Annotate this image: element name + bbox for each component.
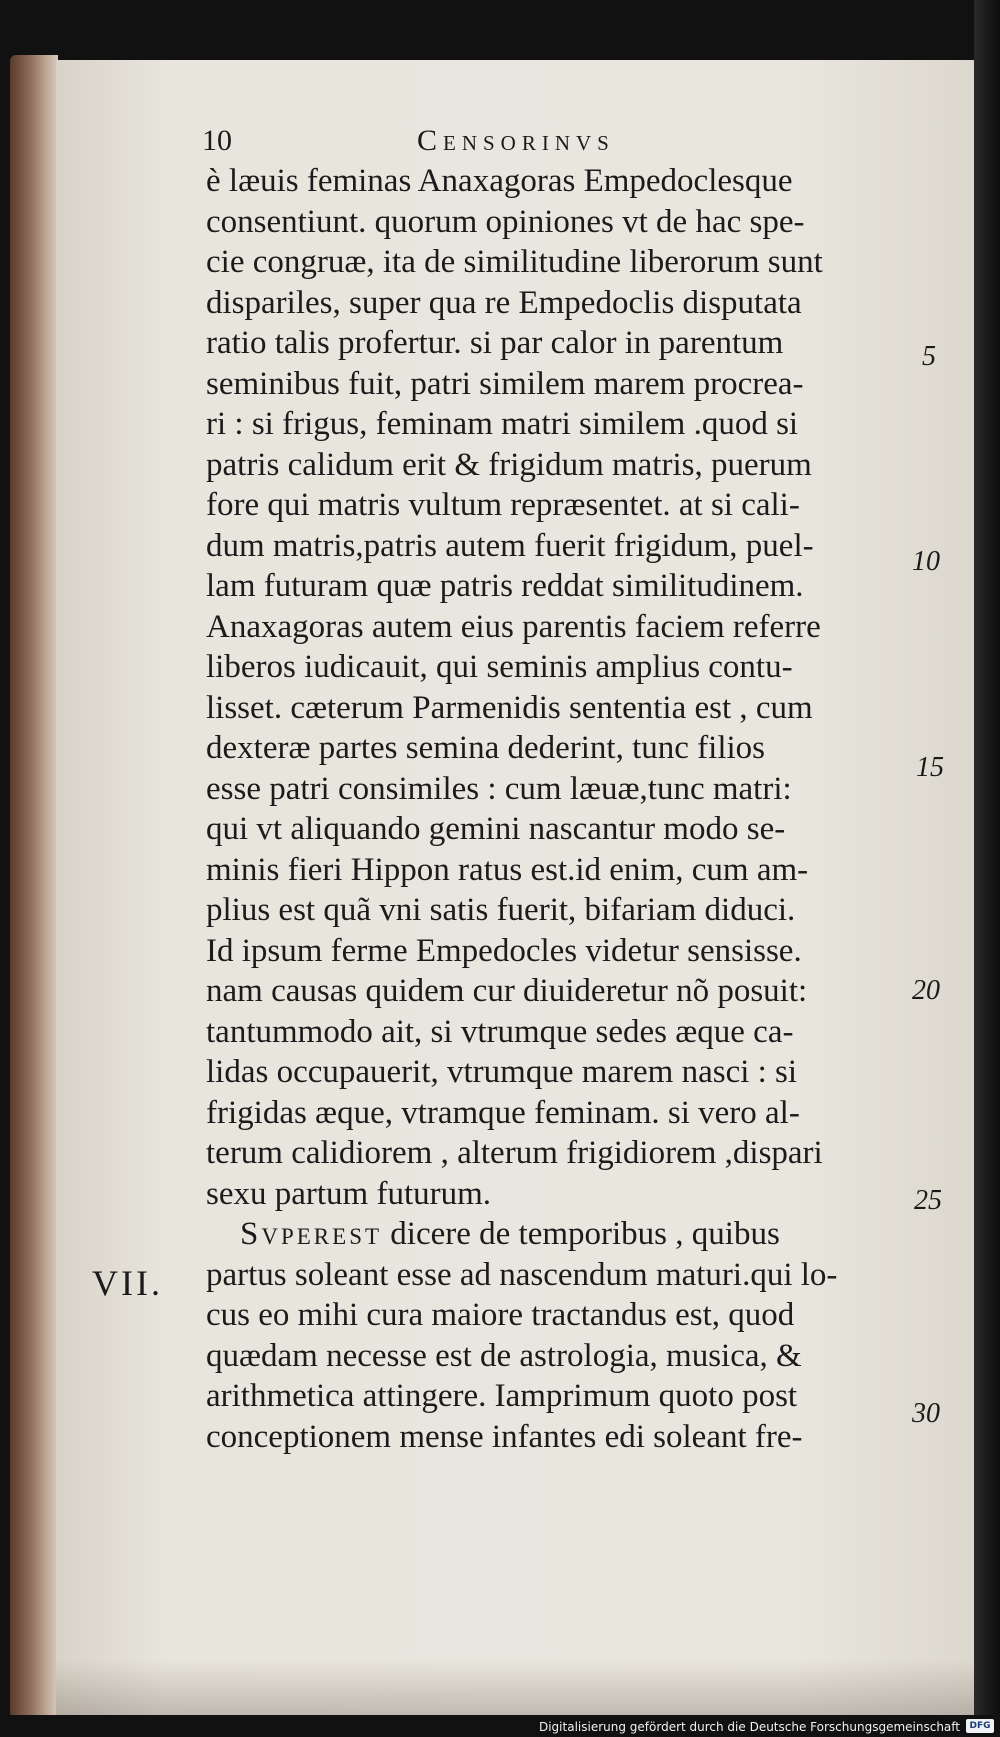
text-line: seminibus fuit, patri similem marem procrea- [206, 365, 804, 402]
margin-line-number: 20 [912, 975, 940, 1006]
text-line: terum calidiorem , alterum frigidiorem ,dispari [206, 1135, 823, 1171]
text-line: qui vt aliquando gemini nascantur modo se- [206, 811, 786, 847]
chapter-number: VII. [92, 1263, 163, 1303]
footer-bar [0, 1715, 1000, 1737]
page-header [202, 124, 702, 164]
text-line: ri : si frigus, feminam matri similem .quod si [206, 406, 799, 442]
chapter-incipit: Svperest [240, 1216, 383, 1252]
text-line: minis fieri Hippon ratus est.id enim, cum am- [206, 851, 809, 888]
page-shadow [56, 1660, 974, 1720]
text-line: è læuis feminas Anaxagoras Empedoclesque [206, 163, 793, 199]
text-line: plius est quã vni satis fuerit, bifariam diduci. [206, 892, 796, 928]
text-line: liberos iudicauit, qui seminis amplius contu- [206, 649, 793, 685]
text-line: nam causas quidem cur diuideretur nõ posuit: [206, 973, 808, 1009]
text-line: sexu partum futurum. [206, 1175, 492, 1212]
dfg-logo-icon: DFG [966, 1719, 994, 1733]
text-line: consentiunt. quorum opiniones vt de hac spe- [206, 203, 805, 240]
text-line: Anaxagoras autem eius parentis faciem referre [206, 608, 821, 645]
text-line: ratio talis profertur. si par calor in parentum [206, 325, 784, 361]
text-line: Id ipsum ferme Empedocles videtur sensisse. [206, 932, 802, 969]
text-line: tantummodo ait, si vtrumque sedes æque ca- [206, 1013, 794, 1050]
text-line: dexteræ partes semina dederint, tunc filios [206, 730, 766, 766]
text-line: partus soleant esse ad nascendum maturi.qui lo- [206, 1256, 838, 1293]
text-line: arithmetica attingere. Iamprimum quoto post [206, 1378, 798, 1414]
margin-line-number: 10 [912, 546, 940, 577]
text-line: patris calidum erit & frigidum matris, puerum [206, 446, 812, 483]
text-line: cie congruæ, ita de similitudine liberorum sunt [206, 244, 823, 280]
text-line: fore qui matris vultum repræsentet. at si cali- [206, 487, 800, 523]
text-line: conceptionem mense infantes edi soleant fre- [206, 1418, 803, 1455]
margin-line-number: 5 [922, 341, 936, 372]
text-line: dum matris,patris autem fuerit frigidum, puel- [206, 527, 814, 564]
text-line: cus eo mihi cura maiore tractandus est, quod [206, 1297, 795, 1333]
text-line: lidas occupauerit, vtrumque marem nasci : si [206, 1054, 798, 1090]
page-number: 10 [202, 124, 232, 157]
text-line: lam futuram quæ patris reddat similitudinem. [206, 568, 804, 604]
running-head: Censorinvs [417, 124, 615, 157]
margin-line-number: 15 [916, 752, 944, 783]
digitization-credit: Digitalisierung gefördert durch die Deutsche Forschungsgemeinschaft [538, 1720, 960, 1734]
text-line: quædam necesse est de astrologia, musica, & [206, 1337, 802, 1374]
text-line: frigidas æque, vtramque feminam. si vero al- [206, 1094, 800, 1131]
text-line: esse patri consimiles : cum læuæ,tunc matri: [206, 770, 792, 807]
body-text [206, 161, 906, 1457]
chapter-first-line [206, 1214, 906, 1255]
chapter-first-line-rest: dicere de temporibus , quibus [390, 1216, 780, 1252]
text-line: lisset. cæterum Parmenidis sententia est , cum [206, 689, 813, 726]
margin-line-number: 25 [914, 1185, 942, 1216]
margin-line-number: 30 [912, 1398, 940, 1429]
scan-border-right [974, 0, 1000, 1737]
book-fore-edge [10, 55, 58, 1720]
text-line: dispariles, super qua re Empedoclis disputata [206, 284, 802, 321]
